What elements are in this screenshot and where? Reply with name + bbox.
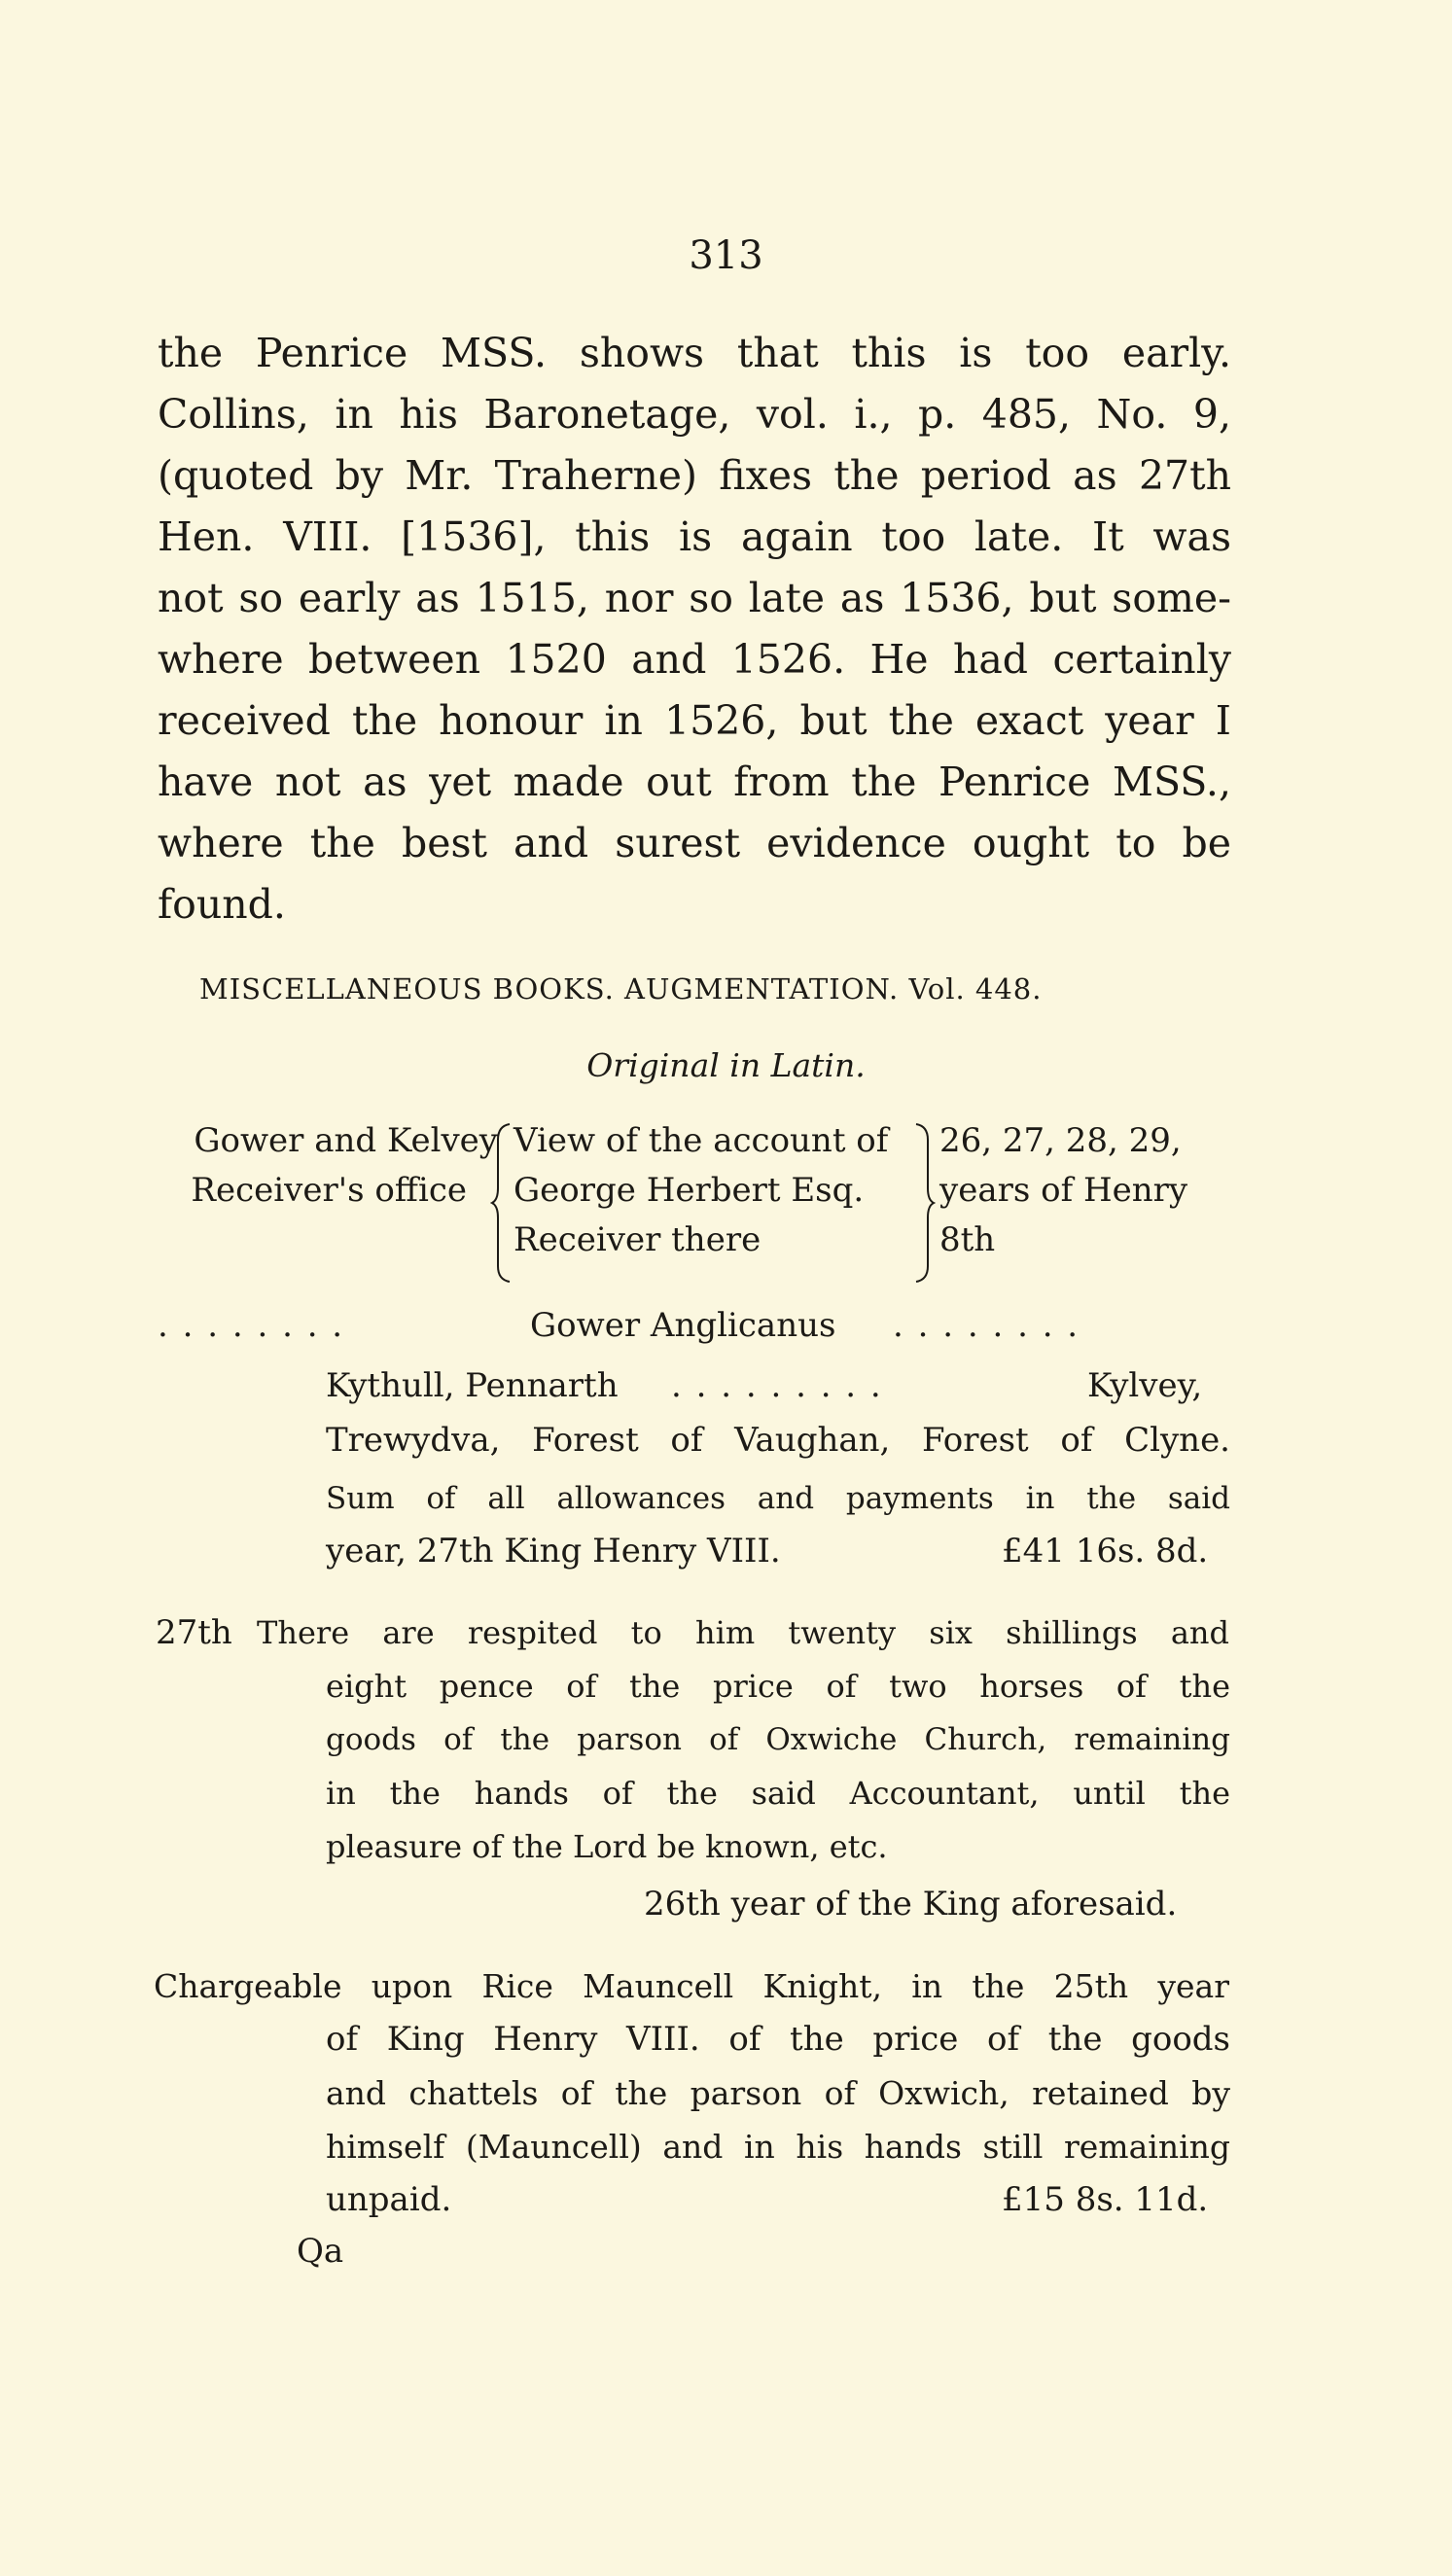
gower-anglicanus-title: Gower Anglicanus <box>530 1306 836 1345</box>
entry-line: goods of the parson of Oxwiche Church, remaining <box>326 1722 1230 1757</box>
paragraph-line: where the best and surest evidence ought to be <box>158 820 1231 866</box>
table-middle-line: View of the account of <box>514 1121 889 1160</box>
table-middle-line: Receiver there <box>514 1220 761 1259</box>
entry-line: and chattels of the parson of Oxwich, retained by <box>326 2074 1230 2112</box>
table-left-line: Gower and Kelvey <box>194 1121 498 1160</box>
amount: £41 16s. 8d. <box>1002 1532 1209 1570</box>
places-line: Kylvey, <box>1087 1366 1203 1405</box>
entry-line: in the hands of the said Accountant, until the <box>326 1775 1230 1812</box>
entry-line: There are respited to him twenty six shillings and <box>257 1614 1229 1651</box>
entry-year: 27th <box>156 1613 232 1652</box>
table-right-line: 8th <box>939 1220 996 1259</box>
entry-line: eight pence of the price of two horses of the <box>326 1668 1230 1705</box>
amount: £15 8s. 11d. <box>1002 2180 1209 2219</box>
heading-vol-label: Vol. <box>908 972 966 1006</box>
table-right-line: years of Henry <box>939 1171 1188 1210</box>
entry-closing: 26th year of the King aforesaid. <box>644 1885 1178 1923</box>
leader-dots: . . . . . . . . <box>158 1306 345 1345</box>
section-heading <box>199 972 1042 1006</box>
entry-line: Chargeable upon Rice Mauncell Knight, in the 25th year <box>154 1967 1229 2005</box>
paragraph-line: the Penrice MSS. shows that this is too early. <box>158 330 1231 376</box>
paragraph-line: where between 1520 and 1526. He had certainly <box>158 636 1231 683</box>
signature-mark: Qa <box>297 2232 344 2271</box>
heading-text: MISCELLANEOUS BOOKS. AUGMENTATION. <box>199 972 900 1006</box>
paragraph-line: not so early as 1515, nor so late as 1536, but some- <box>158 575 1231 621</box>
entry-line: unpaid. <box>326 2180 452 2219</box>
paragraph-line: Hen. VIII. [1536], this is again too late. It was <box>158 513 1231 560</box>
paragraph-line: received the honour in 1526, but the exact year I <box>158 697 1231 744</box>
places-line: Kythull, Pennarth <box>326 1366 619 1405</box>
left-brace-icon <box>490 1120 512 1286</box>
table-middle-line: George Herbert Esq. <box>514 1171 865 1210</box>
entry-line: of King Henry VIII. of the price of the goods <box>326 2020 1230 2059</box>
places-line: Trewydva, Forest of Vaughan, Forest of Clyne. <box>326 1421 1230 1460</box>
page-number: 313 <box>689 233 763 278</box>
table-right-line: 26, 27, 28, 29, <box>939 1121 1182 1160</box>
places-line: year, 27th King Henry VIII. <box>326 1532 781 1570</box>
paragraph-line: Collins, in his Baronetage, vol. i., p. 485, No. 9, <box>158 391 1231 438</box>
heading-vol-number: 448. <box>974 972 1043 1006</box>
entry-line: himself (Mauncell) and in his hands still remaining <box>326 2128 1230 2166</box>
original-note: Original in Latin. <box>586 1046 866 1084</box>
right-brace-icon <box>914 1120 936 1286</box>
paragraph-line: found. <box>158 881 286 928</box>
leader-dots: . . . . . . . . . <box>671 1366 883 1405</box>
paragraph-line: have not as yet made out from the Penrice MSS., <box>158 759 1231 805</box>
paragraph-line: (quoted by Mr. Traherne) fixes the period as 27th <box>158 452 1231 499</box>
entry-line: pleasure of the Lord be known, etc. <box>326 1828 888 1865</box>
places-line: Sum of all allowances and payments in the said <box>326 1481 1230 1516</box>
table-left-line: Receiver's office <box>191 1171 467 1210</box>
leader-dots: . . . . . . . . <box>893 1306 1080 1345</box>
